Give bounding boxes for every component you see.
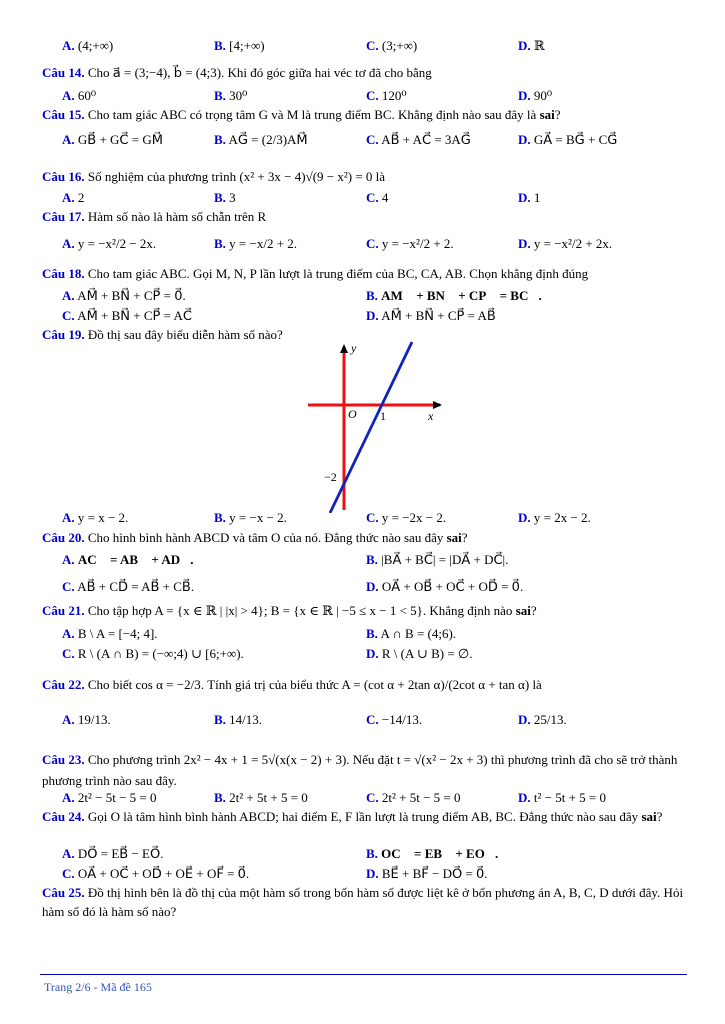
q23-option-c: C. 2t² + 5t − 5 = 0 [366,790,461,805]
q20-option-a: A. AC⃗ = AB⃗ + AD⃗. [62,552,194,567]
q14-option-a: A. 60⁰ [62,88,97,103]
q20-option-b: B. |BA⃗ + BC⃗| = |DA⃗ + DC⃗|. [366,552,509,567]
q18-options-row2 [0,308,725,328]
q14-stem: Câu 14. Cho a⃗ = (3;−4), b⃗ = (4;3). Khi đó góc giữa hai véc tơ đã cho bằng [42,65,432,80]
q14-option-b: B. 30⁰ [214,88,248,103]
q19-option-a: A. y = x − 2. [62,510,129,525]
q22-option-b: B. 14/13. [214,712,263,727]
y-axis-arrow-icon [340,344,348,353]
q22-options [0,712,725,732]
q17-option-d: D. y = −x²/2 + 2x. [518,236,613,251]
q24-option-c: C. OA⃗ + OC⃗ + OD⃗ + OE⃗ + OF⃗ = 0⃗. [62,866,250,881]
q17-options [0,236,725,256]
q24-option-a: A. DO⃗ = EB⃗ − EO⃗. [62,846,164,861]
q16-option-b: B. 3 [214,190,236,205]
page-footer: Trang 2/6 - Mã đề 165 [44,980,152,994]
q16-option-d: D. 1 [518,190,541,205]
q21-option-d: D. R \ (A ∪ B) = ∅. [366,646,473,661]
q15-option-a: A. GB⃗ + GC⃗ = GM⃗ [62,132,163,147]
q21-stem: Câu 21. Cho tập hợp A = {x ∈ ℝ | |x| > 4}; B = {x ∈ ℝ | −5 ≤ x − 1 < 5}. Khẳng định nào sai? [42,603,537,618]
q16-stem: Câu 16. Số nghiệm của phương trình (x² + 3x − 4)√(9 − x²) = 0 là [42,169,386,184]
q22-option-d: D. 25/13. [518,712,567,727]
q19-stem: Câu 19. Đồ thị sau đây biểu diễn hàm số nào? [42,327,283,342]
q15-option-d: D. GA⃗ = BG⃗ + CG⃗ [518,132,618,147]
q15-stem: Câu 15. Cho tam giác ABC có trọng tâm G và M là trung điểm BC. Khẳng định nào sau đây là sai? [42,107,561,122]
q14-option-d: D. 90⁰ [518,88,553,103]
q17-option-c: C. y = −x²/2 + 2. [366,236,454,251]
q14-option-c: C. 120⁰ [366,88,407,103]
q20-option-d: D. OA⃗ + OB⃗ + OC⃗ + OD⃗ = 0⃗. [366,579,524,594]
q19-option-c: C. y = −2x − 2. [366,510,447,525]
q19-graph [300,338,450,513]
q23-option-a: A. 2t² − 5t − 5 = 0 [62,790,157,805]
q18-option-a: A. AM⃗ + BN⃗ + CP⃗ = 0⃗. [62,288,186,303]
q18-options-row1 [0,288,725,308]
q17-stem: Câu 17. Hàm số nào là hàm số chẵn trên R [42,209,267,224]
q18-option-d: D. AM⃗ + BN⃗ + CP⃗ = AB⃗ [366,308,496,323]
q13-option-d: D. ℝ [518,38,545,53]
q14-options [0,88,725,108]
q19-option-b: B. y = −x − 2. [214,510,287,525]
q22-option-a: A. 19/13. [62,712,111,727]
q24-option-b: B. OC⃗ = EB⃗ + EO⃗. [366,846,499,861]
q21-option-b: B. A ∩ B = (4;6). [366,626,457,641]
q13-option-a: A. (4;+∞) [62,38,114,53]
q15-option-c: C. AB⃗ + AC⃗ = 3AG⃗ [366,132,471,147]
q20-stem: Câu 20. Cho hình bình hành ABCD và tâm O của nó. Đẳng thức nào sau đây sai? [42,530,468,545]
q22-stem: Câu 22. Cho biết cos α = −2/3. Tính giá trị của biểu thức A = (cot α + 2tan α)/(2cot α + tan α) là [42,677,542,692]
q19-options [0,510,725,530]
q19-option-d: D. y = 2x − 2. [518,510,591,525]
q23-stem: Câu 23. Cho phương trình 2x² − 4x + 1 = 5√(x(x − 2) + 3). Nếu đặt t = √(x² − 2x + 3) thì phương trình đã cho sẽ trở thành phương trình nào sau đây. [42,752,678,788]
q23-option-d: D. t² − 5t + 5 = 0 [518,790,607,805]
y-intercept-label: −2 [324,470,337,484]
q21-options-row2 [0,646,725,666]
q15-options [0,132,725,152]
q20-option-c: C. AB⃗ + CD⃗ = AB⃗ + CB⃗. [62,579,195,594]
q18-option-b: B. AM⃗ + BN⃗ + CP⃗ = BC⃗. [366,288,542,303]
x-axis-label: x [428,409,434,423]
q13-option-b: B. [4;+∞) [214,38,265,53]
x-axis-arrow-icon [433,401,442,409]
q24-stem: Câu 24. Gọi O là tâm hình bình hành ABCD; hai điểm E, F lần lượt là trung điểm AB, BC. Đẳng thức nào sau đây sai? [42,809,663,824]
q18-stem: Câu 18. Cho tam giác ABC. Gọi M, N, P lần lượt là trung điểm của BC, CA, AB. Chọn khẳng định đúng [42,266,589,281]
y-axis-label: y [351,341,357,355]
q20-options-row2 [0,579,725,599]
q21-option-a: A. B \ A = [−4; 4]. [62,626,158,641]
q16-options [0,190,725,210]
q25-stem: Câu 25. Đồ thị hình bên là đồ thị của một hàm số trong bốn hàm số được liệt kê ở bốn phương án A, B, C, D dưới đây. Hỏi hàm số đó là hàm số nào? [42,885,684,919]
q16-option-a: A. 2 [62,190,85,205]
q18-option-c: C. AM⃗ + BN⃗ + CP⃗ = AC⃗ [62,308,192,323]
q15-option-b: B. AG⃗ = (2/3)AM⃗ [214,132,308,147]
q13-option-c: C. (3;+∞) [366,38,418,53]
function-line [330,342,412,513]
q17-option-b: B. y = −x/2 + 2. [214,236,298,251]
q21-options-row1 [0,626,725,646]
q16-option-c: C. 4 [366,190,389,205]
q21-option-c: C. R \ (A ∩ B) = (−∞;4) ∪ [6;+∞). [62,646,244,661]
origin-label: O [348,407,357,421]
q24-option-d: D. BE⃗ + BF⃗ − DO⃗ = 0⃗. [366,866,488,881]
q20-options-row1 [0,552,725,572]
q17-option-a: A. y = −x²/2 − 2x. [62,236,157,251]
x-intercept-label: 1 [380,409,386,423]
footer-divider [40,974,687,975]
q22-option-c: C. −14/13. [366,712,423,727]
q13-options [0,38,725,58]
q24-options-row1 [0,846,725,866]
q23-option-b: B. 2t² + 5t + 5 = 0 [214,790,308,805]
